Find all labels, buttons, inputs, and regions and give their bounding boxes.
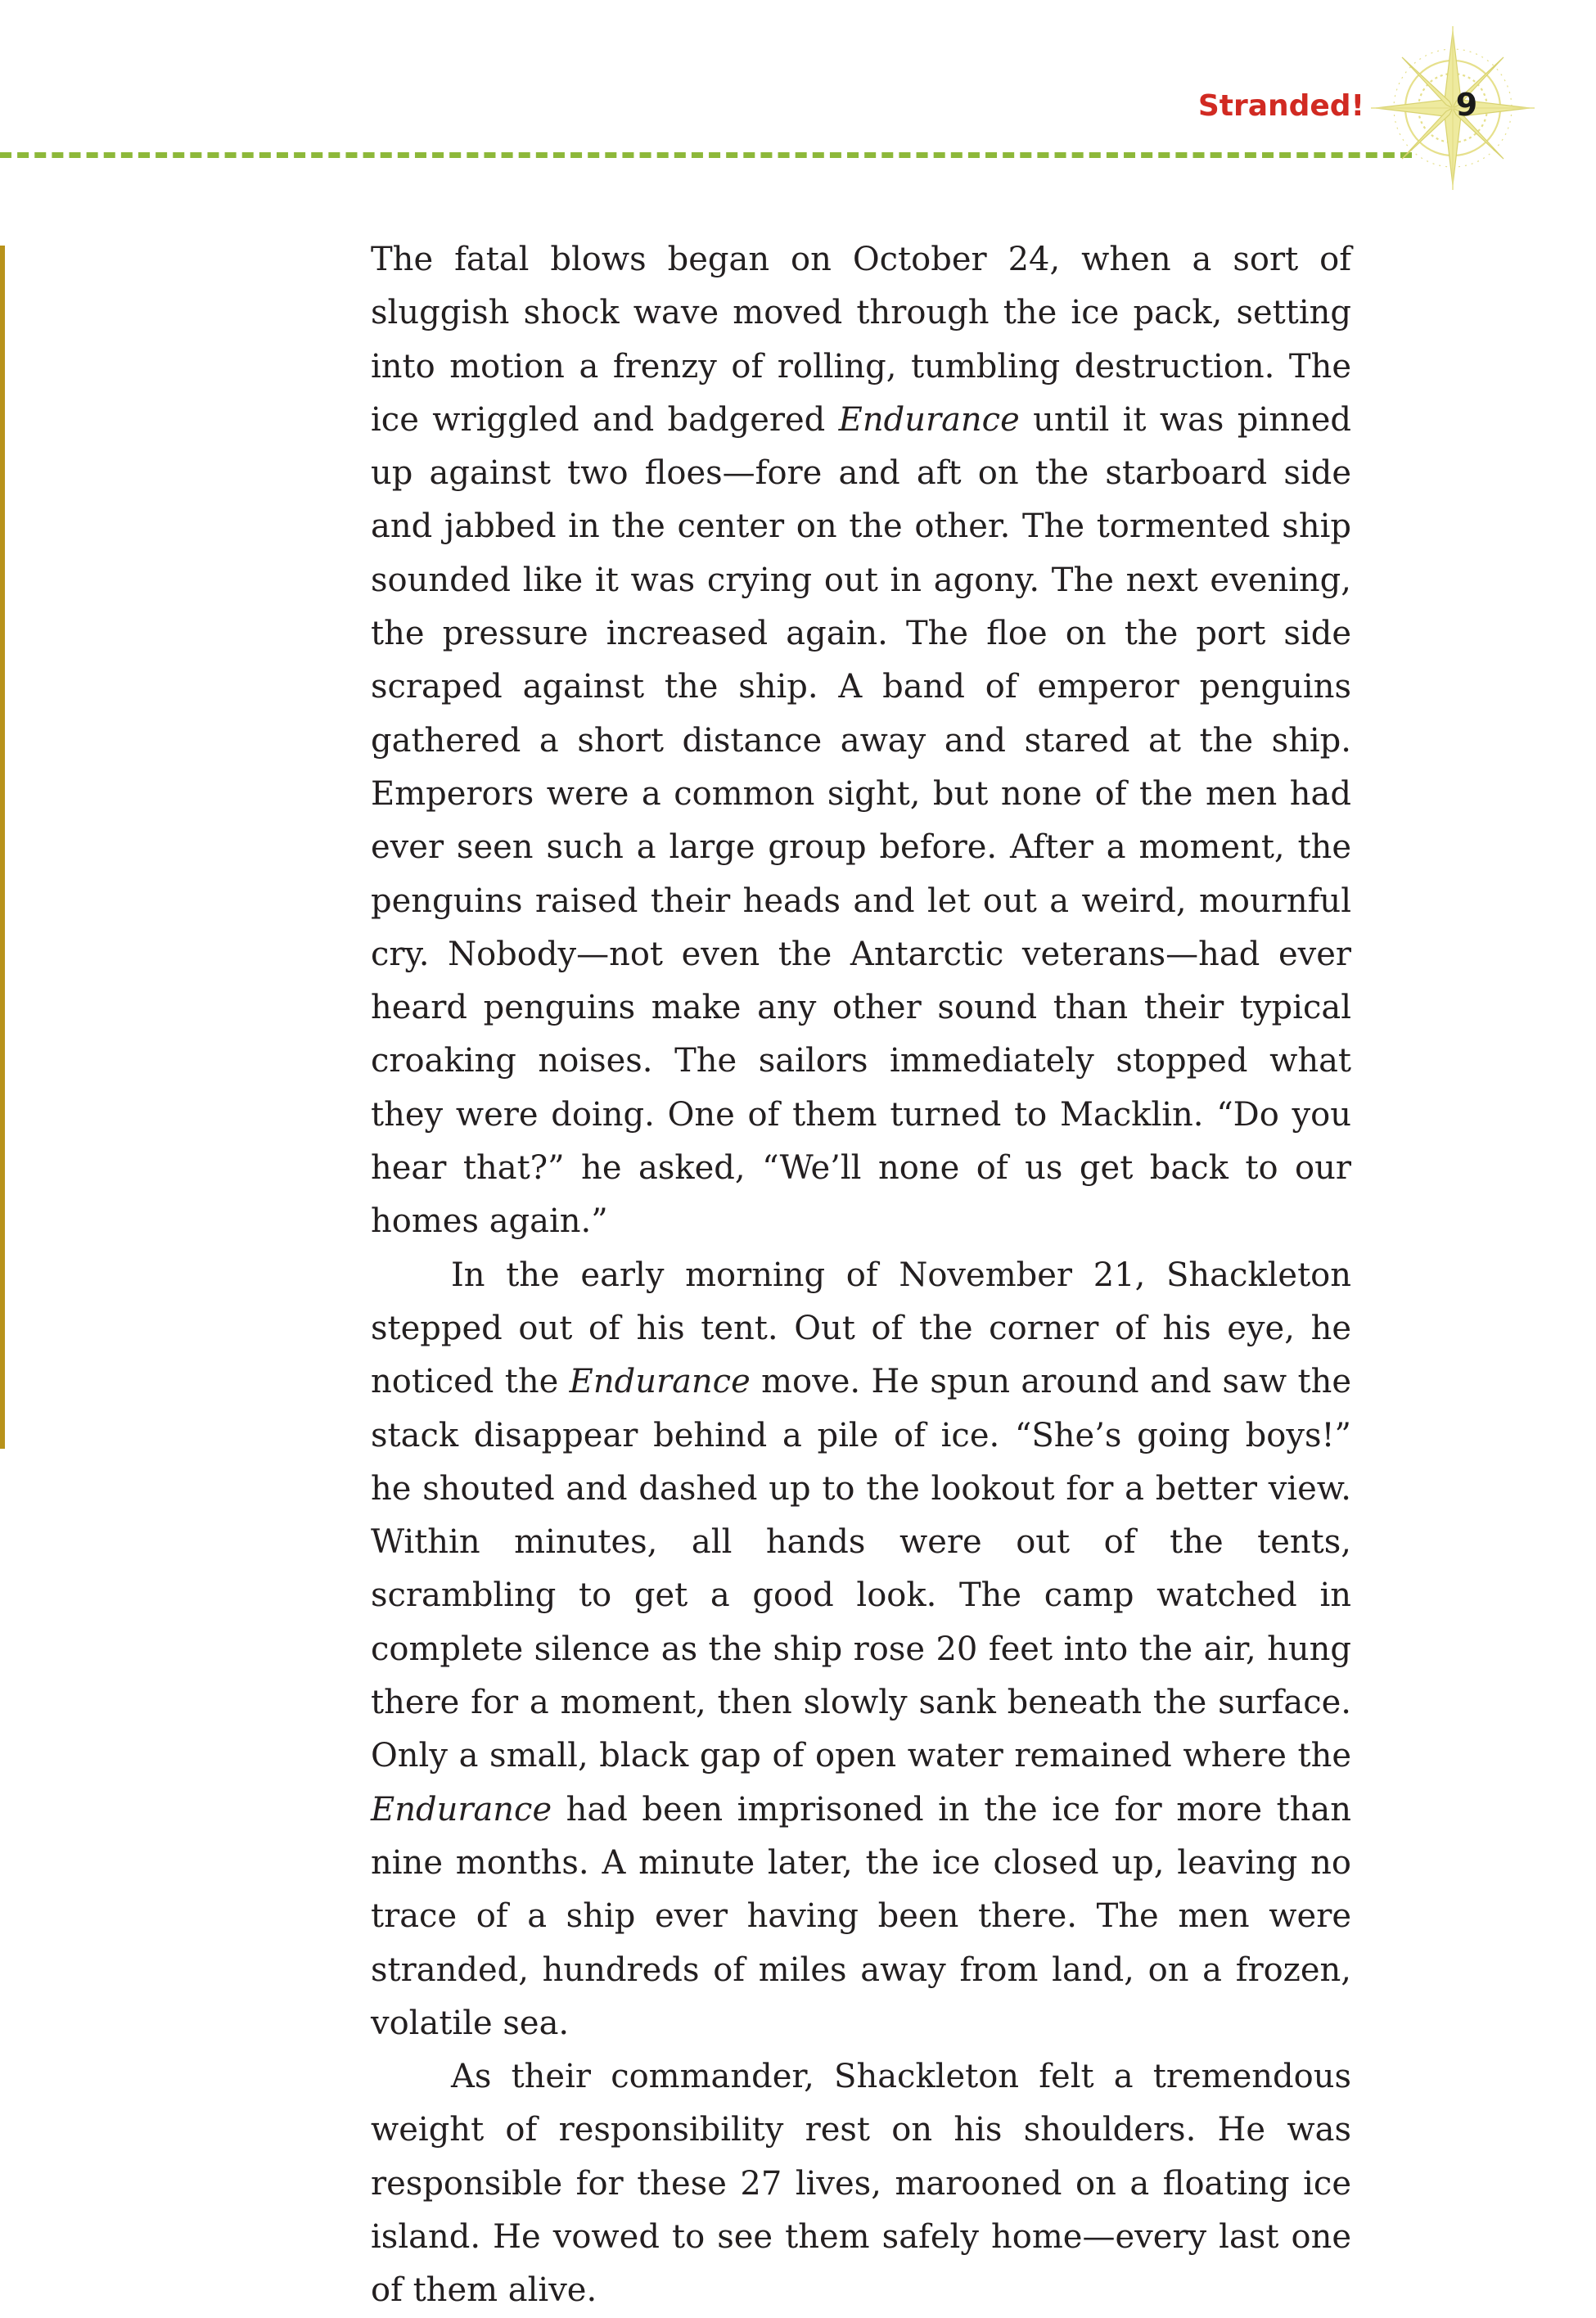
chapter-title: Stranded! xyxy=(1197,89,1364,123)
margin-bar xyxy=(0,246,5,1449)
page-number: 9 xyxy=(1455,87,1478,123)
body-text xyxy=(371,233,1351,2318)
paragraph: The fatal blows began on October 24, when a sort of sluggish shock wave moved through the ice pack, setting into motion a frenzy of rolling, tumbling destruction. The ice wriggled and badgered Endurance until it was pinned up against two floes—fore and aft on the starboard side and jabbed in the center on the other. The tormented ship sounded like it was crying out in agony. The next evening, the pressure increased again. The floe on the port side scraped against the ship. A band of emperor penguins gathered a short distance away and stared at the ship. Emperors were a common sight, but none of the men had ever seen such a large group before. After a moment, the penguins raised their heads and let out a weird, mournful cry. Nobody—not even the Antarctic veterans—had ever heard penguins make any other sound than their typical croaking noises. The sailors immediately stopped what they were doing. One of them turned to Macklin. “Do you hear that?” he asked, “We’ll none of us get back to our homes again.” xyxy=(371,241,1351,1241)
header-divider xyxy=(0,152,1412,158)
ship-name: Endurance xyxy=(371,1790,552,1829)
paragraph: In the early morning of November 21, Shackleton stepped out of his tent. Out of the corner of his eye, he noticed the Endurance move. He spun around and saw the stack disappear behind a pile of ice. “She’s going boys!” he shouted and dashed up to the lookout for a better view. Within minutes, all hands were out of the tents, scrambling to get a good look. The camp watched in complete silence as the ship rose 20 feet into the air, hung there for a moment, then slowly sank beneath the surface. Only a small, black gap of open water remained where the Endurance had been imprisoned in the ice for more than nine months. A minute later, the ice closed up, leaving no trace of a ship ever having been there. The men were stranded, hundreds of miles away from land, on a frozen, volatile sea. xyxy=(371,1256,1352,2042)
ship-name: Endurance xyxy=(838,400,1020,439)
ship-name: Endurance xyxy=(569,1363,751,1401)
paragraph: As their commander, Shackleton felt a tremendous weight of responsibility rest on his shoulders. He was responsible for these 27 lives, marooned on a floating ice island. He vowed to see them safely home—every last one of them alive. xyxy=(371,2058,1351,2310)
